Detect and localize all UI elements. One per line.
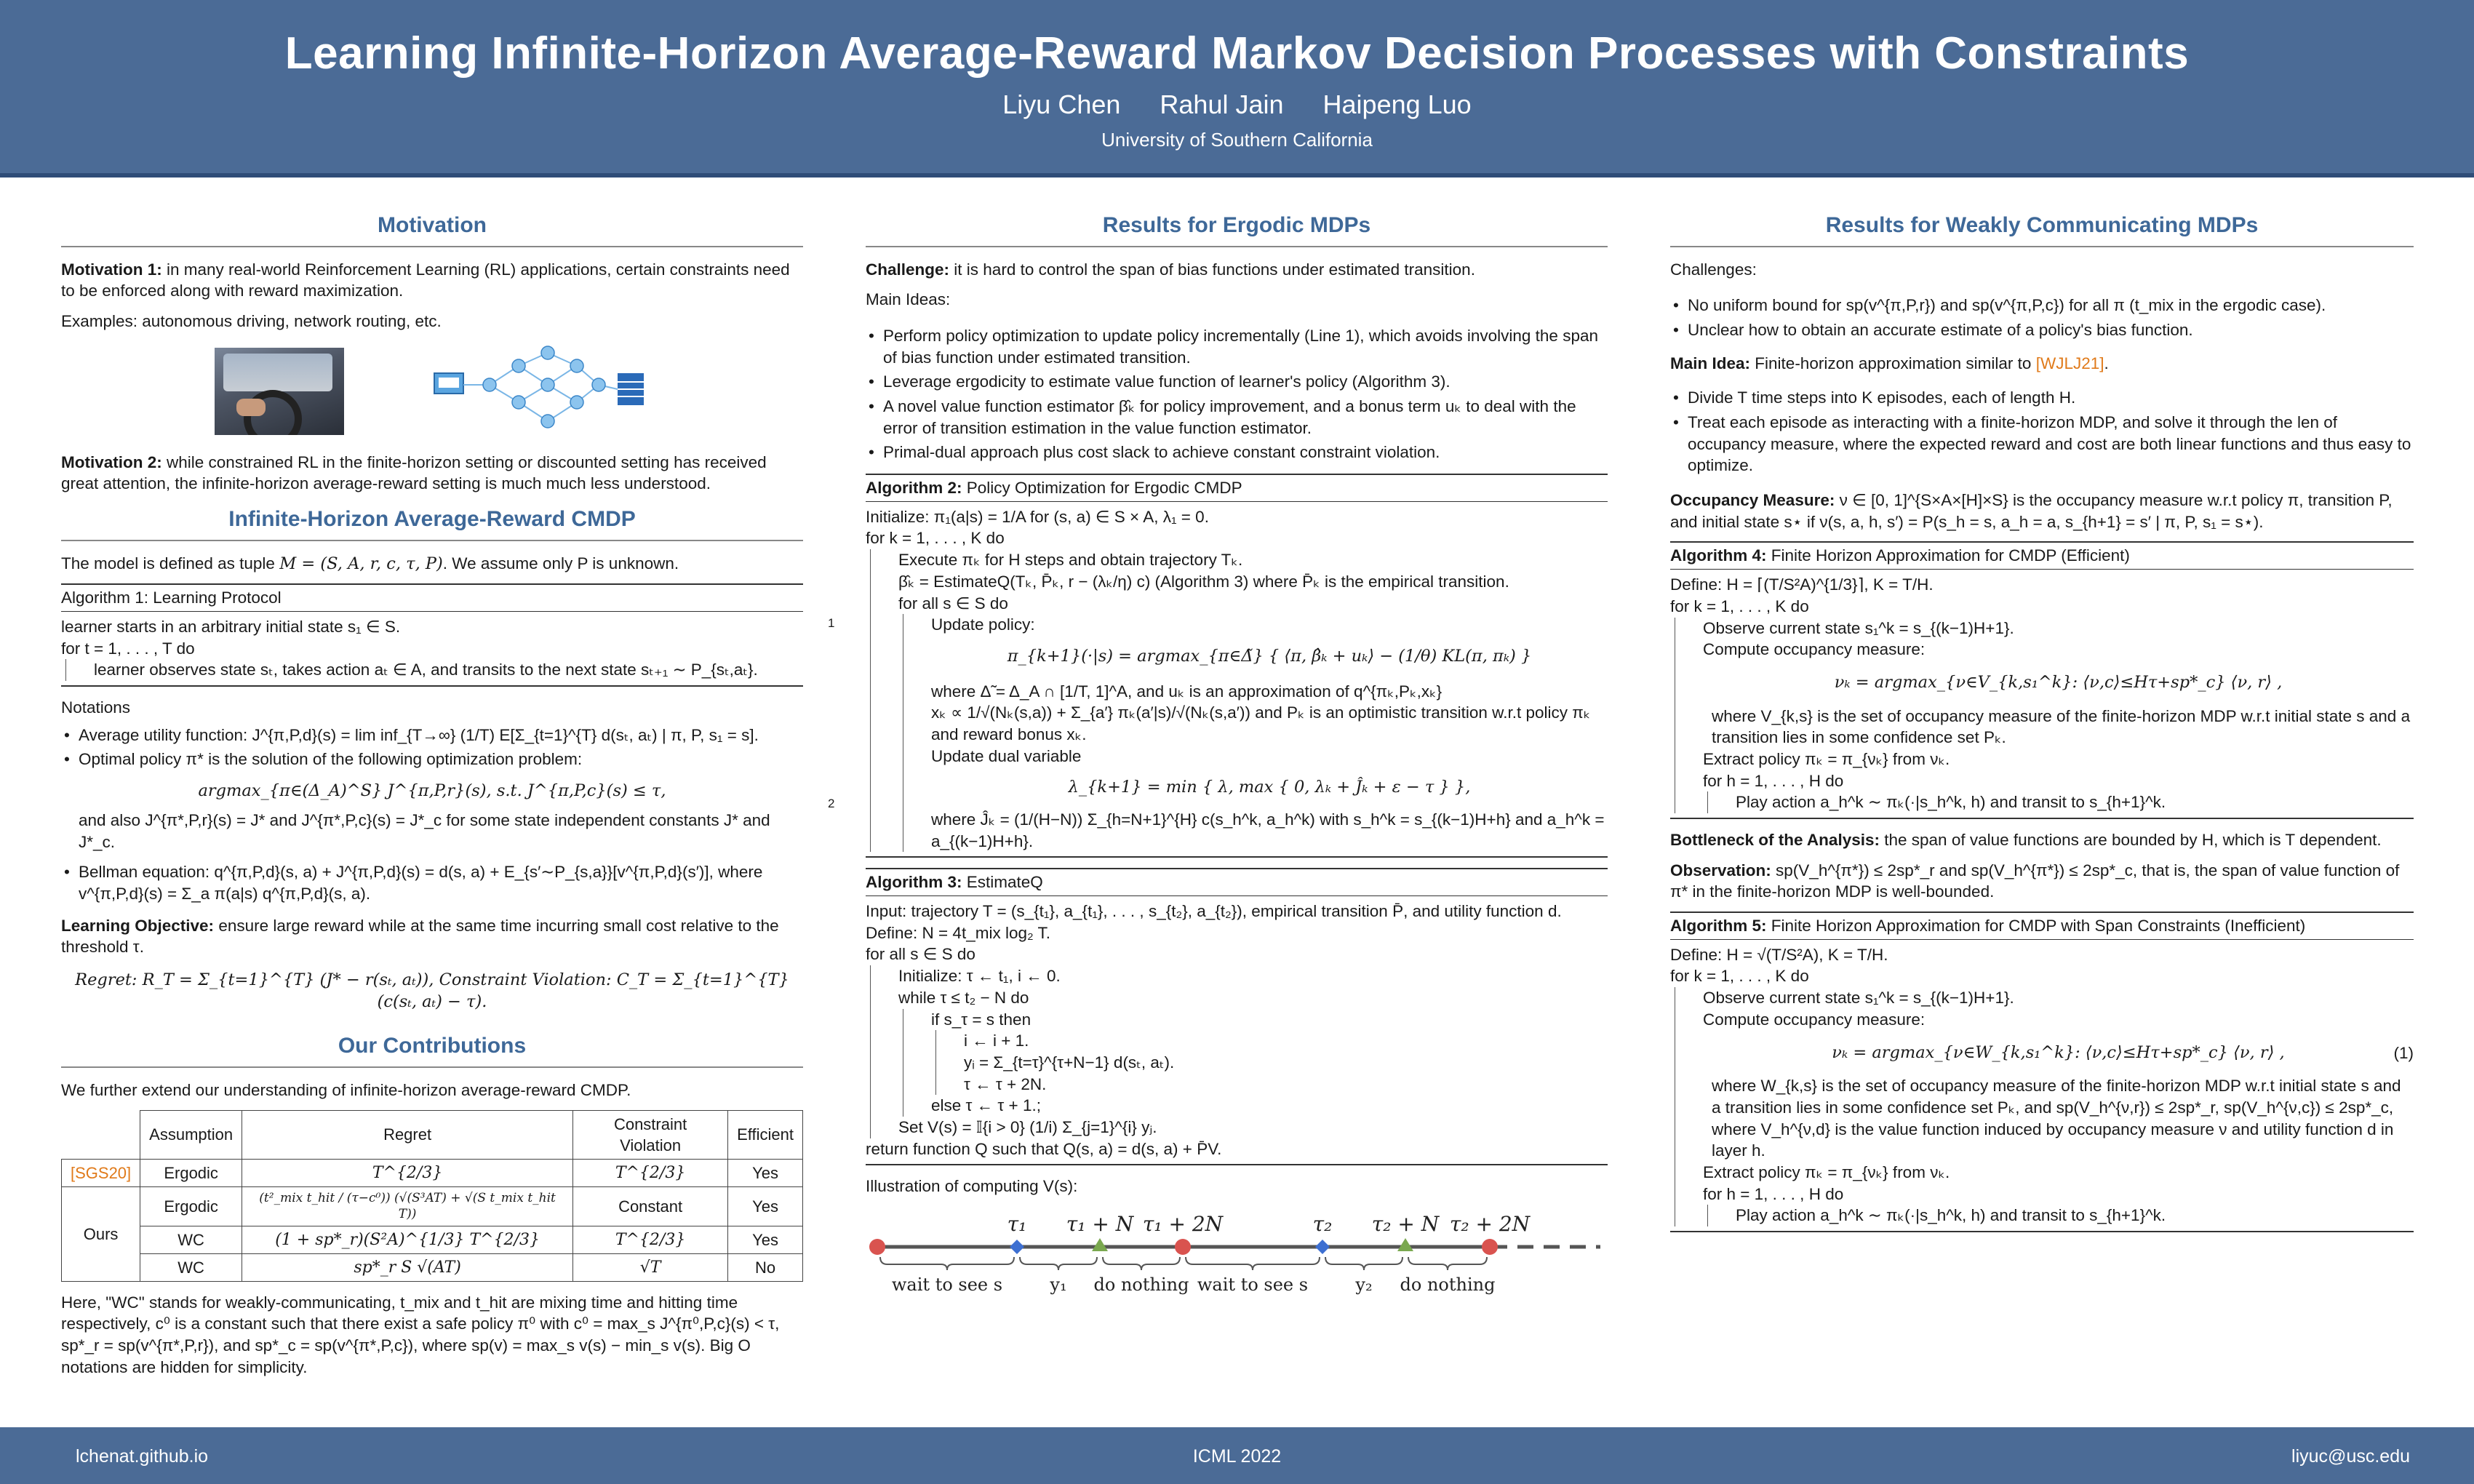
timeline-marker <box>869 1239 885 1255</box>
algorithm-2 <box>828 474 1608 858</box>
motivation-2 <box>61 452 803 495</box>
algo5-line: Observe current state s₁^k = s_{(k−1)H+1}. <box>1703 989 2014 1008</box>
examples-text: Examples: autonomous driving, network routing, etc. <box>61 311 442 330</box>
approach-list <box>1670 387 2414 476</box>
algo3-block <box>870 965 1608 1138</box>
algo5-line: Play action a_h^k ∼ πₖ(·|s_h^k, h) and transit to s_{h+1}^k. <box>1707 1205 2414 1226</box>
algo2-line: Update policy: <box>931 615 1035 634</box>
main-idea <box>1670 353 2414 375</box>
algorithm-4-name: Finite Horizon Approximation for CMDP (Efficient) <box>1771 546 2130 565</box>
algo3-while-block <box>903 1009 1608 1117</box>
algo2-block <box>828 549 1608 852</box>
table-row <box>62 1159 803 1186</box>
bellman-equation: • Bellman equation: q^{π,P,d}(s, a) + J^{π,P,d}(s) = d(s, a) + E_{s′∼P_{s,a}}[v^{π,P,d}(s′)], where v^{π,P,d}(s) = Σ_a π(a|s) q^{π,P,d}(s, a). <box>61 861 803 904</box>
column-right <box>1670 211 2414 1242</box>
algo5-line: for k = 1, . . . , K do <box>1670 967 1809 986</box>
timeline-bottom-label: y₂ <box>1355 1274 1373 1296</box>
table-header: Constraint Violation <box>573 1110 728 1159</box>
poster-header <box>0 0 2474 177</box>
algo5-line: Define: H = √(T/S²A), K = T/H. <box>1670 945 1888 964</box>
bottleneck <box>1670 829 2414 851</box>
line-number: 1 <box>828 616 835 631</box>
bellman-list <box>61 861 803 904</box>
timeline-marker <box>1092 1238 1108 1251</box>
algorithm-5 <box>1670 911 2414 1232</box>
timeline-marker <box>1397 1238 1413 1251</box>
table-corner <box>62 1110 140 1159</box>
learning-objective-text: ensure large reward while at the same time incurring small cost relative to the threshold τ. <box>61 916 779 957</box>
timeline-brace <box>880 1257 1014 1270</box>
bottleneck-text: the span of value functions are bounded by H, which is T dependent. <box>1884 831 2382 850</box>
algorithm-1-line: learner observes state sₜ, takes action aₜ ∈ A, and transits to the next state sₜ₊₁ ∼ P_{sₜ,aₜ}. <box>65 659 803 681</box>
table-cell: T^{2/3} <box>573 1159 728 1186</box>
timeline-brace <box>1186 1257 1320 1270</box>
challenge-text: it is hard to control the span of bias functions under estimated transition. <box>954 260 1475 279</box>
idea-item: • Leverage ergodicity to estimate value function of learner's policy (Algorithm 3). <box>866 371 1608 393</box>
timeline-bottom-label: wait to see s <box>1197 1274 1309 1296</box>
author-list <box>0 89 2474 120</box>
algo3-line: for all s ∈ S do <box>866 945 975 964</box>
windshield-shape <box>223 354 332 391</box>
algo2-line: Execute πₖ for H steps and obtain trajectory Tₖ. <box>898 551 1243 570</box>
challenge <box>866 259 1608 281</box>
table-row <box>62 1253 803 1281</box>
challenge-label: Challenge: <box>866 260 950 279</box>
table-cell: WC <box>140 1226 242 1253</box>
citation-link[interactable]: [WJLJ21] <box>2035 354 2104 372</box>
challenges-list <box>1670 295 2414 340</box>
algorithm-3-name: EstimateQ <box>966 873 1043 892</box>
occupancy-measure-text: ν ∈ [0, 1]^{S×A×[H]×S} is the occupancy measure w.r.t policy π, transition P, and initial state s⋆ if ν(s, a, h, s′) = P(s_h = s, a_h = a, s_{h+1} = s′ | π, P, s₁ = s⋆). <box>1670 491 2393 531</box>
equation-number: (1) <box>2393 1043 2414 1062</box>
challenge-item: • Unclear how to obtain an accurate estimate of a policy's bias function. <box>1670 319 2414 341</box>
occupancy-measure-label: Occupancy Measure: <box>1670 491 1835 510</box>
timeline-brace <box>1103 1257 1180 1270</box>
algorithm-4 <box>1670 541 2414 819</box>
table-cell: T^{2/3} <box>242 1159 573 1186</box>
algo3-line: i ← i + 1. <box>964 1032 1029 1050</box>
motivation-1-label: Motivation 1: <box>61 260 162 279</box>
algo3-line: yᵢ = Σ_{t=τ}^{τ+N−1} d(sₜ, aₜ). <box>964 1053 1175 1072</box>
algorithm-3-label: Algorithm 3: <box>866 873 962 892</box>
table-cell-group: [SGS20] <box>62 1159 140 1186</box>
learning-objective <box>61 915 803 958</box>
challenges-label: Challenges: <box>1670 260 1757 279</box>
timeline-top-label: τ₂ + N <box>1371 1212 1440 1237</box>
regret-definition-math: Regret: R_T = Σ_{t=1}^{T} (J* − r(sₜ, aₜ)), Constraint Violation: C_T = Σ_{t=1}^{T} (c(sₜ, aₜ) − τ). <box>75 970 789 1011</box>
motivation-images <box>61 344 803 439</box>
timeline-marker <box>1482 1239 1498 1255</box>
timeline-top-label: τ₁ <box>1007 1212 1027 1237</box>
algo4-block <box>1675 618 2414 814</box>
timeline-brace <box>1020 1257 1097 1270</box>
notations-list <box>61 725 803 770</box>
timeline-top-label: τ₂ + 2N <box>1449 1212 1531 1237</box>
timeline-marker <box>1010 1240 1024 1254</box>
table-header: Regret <box>242 1110 573 1159</box>
algo4-line: Play action a_h^k ∼ πₖ(·|s_h^k, h) and transit to s_{h+1}^k. <box>1707 791 2414 813</box>
line-number: 2 <box>828 797 835 811</box>
contributions-intro: We further extend our understanding of infinite-horizon average-reward CMDP. <box>61 1080 631 1099</box>
algo3-line: while τ ≤ t₂ − N do <box>898 988 1029 1007</box>
algo3-line: if s_τ = s then <box>931 1010 1032 1029</box>
table-cell: Ergodic <box>140 1159 242 1186</box>
algo4-line: for k = 1, . . . , K do <box>1670 597 1809 615</box>
algorithm-1-title: Algorithm 1: Learning Protocol <box>61 585 803 612</box>
algorithm-2-label: Algorithm 2: <box>866 479 962 498</box>
algo5-line: for h = 1, . . . , H do <box>1703 1184 1844 1203</box>
main-idea-text: Finite-horizon approximation similar to <box>1755 354 2036 372</box>
algorithm-1-line: learner starts in an arbitrary initial state s₁ ∈ S. <box>61 618 401 636</box>
algorithm-3 <box>866 868 1608 1165</box>
algo3-line: Initialize: τ ← t₁, i ← 0. <box>898 967 1061 986</box>
contributions-note: Here, "WC" stands for weakly-communicating, t_mix and t_hit are mixing time and hitting time respectively, c⁰ is a constant such that there exist a safe policy π⁰ with c⁰ = max_s J^{π⁰,P,c}(s) < τ, sp*_r = sp(v^{π*,P,r}), and sp*_c = sp(v^{π*,P,c}), where sp(v) = max_s v(s) − min_s v(s). Big O notations are hidden for simplicity. <box>61 1293 780 1376</box>
timeline-bottom-label: y₁ <box>1050 1274 1067 1296</box>
approach-item: • Divide T time steps into K episodes, each of length H. <box>1670 387 2414 409</box>
table-cell-group: Ours <box>62 1186 140 1281</box>
algorithm-4-label: Algorithm 4: <box>1670 546 1767 565</box>
timeline-top-label: τ₂ <box>1312 1212 1333 1237</box>
main-idea-label: Main Idea: <box>1670 354 1751 372</box>
idea-item: • A novel value function estimator β̂ₖ for policy improvement, and a bonus term uₖ to deal with the error of transition estimation in the value function estimator. <box>866 396 1608 439</box>
section-title-ergodic: Results for Ergodic MDPs <box>866 211 1608 247</box>
algo3-line: Set V(s) = 𝕀{i > 0} (1/i) Σ_{j=1}^{i} yⱼ. <box>898 1117 1157 1136</box>
model-post-text: . We assume only P is unknown. <box>442 554 679 573</box>
timeline-bottom-label: do nothing <box>1400 1274 1496 1296</box>
email-link[interactable]: liyuc@usc.edu <box>2291 1446 2410 1467</box>
optimal-constants-text: and also J^{π*,P,r}(s) = J* and J^{π*,P,c}(s) = J*_c for some state independent constants J* and J*_c. <box>79 810 770 851</box>
main-ideas-label: Main Ideas: <box>866 290 951 309</box>
algo4-line: Observe current state s₁^k = s_{(k−1)H+1}. <box>1703 618 2014 637</box>
span-constrained-optimization-math: νₖ = argmax_{ν∈W_{k,s₁^k}: ⟨ν,c⟩≤Hτ+sp*_c} ⟨ν, r⟩ , <box>1832 1042 2285 1062</box>
motivation-1-text: in many real-world Reinforcement Learning (RL) applications, certain constraints need to be enforced along with reward maximization. <box>61 260 790 300</box>
table-row <box>62 1186 803 1226</box>
algorithm-1-line: for t = 1, . . . , T do <box>61 639 195 658</box>
section-title-weakly-communicating: Results for Weakly Communicating MDPs <box>1670 211 2414 247</box>
timeline-brace <box>1325 1257 1402 1270</box>
algorithm-5-title <box>1670 913 2414 940</box>
table-cell: √T <box>573 1253 728 1281</box>
motivation-2-label: Motivation 2: <box>61 452 162 471</box>
algorithm-1 <box>61 583 803 687</box>
hand-shape <box>236 399 266 416</box>
observation <box>1670 860 2414 903</box>
column-left <box>61 211 803 1387</box>
policy-update-math: π_{k+1}(·|s) = argmax_{π∈Δ̃} { ⟨π, β̂ₖ + uₖ⟩ − (1/θ) KL(π, πₖ) } <box>1007 646 1532 666</box>
algo2-line: Initialize: π₁(a|s) = 1/A for (s, a) ∈ S × A, λ₁ = 0. <box>866 507 1209 526</box>
algo3-if-block <box>935 1030 1608 1095</box>
table-cell: Constant <box>573 1186 728 1226</box>
optimization-problem-math: argmax_{π∈(Δ_A)^S} J^{π,P,r}(s), s.t. J^{π,P,c}(s) ≤ τ, <box>198 781 666 801</box>
main-ideas-list <box>866 325 1608 463</box>
algo2-line: β̂ₖ = EstimateQ(Tₖ, P̄ₖ, r − (λₖ/η) c) (Algorithm 3) where P̄ₖ is the empirical transition. <box>898 572 1509 591</box>
algorithm-2-name: Policy Optimization for Ergodic CMDP <box>966 479 1242 498</box>
approach-item: • Treat each episode as interacting with a finite-horizon MDP, and solve it through the len of occupancy measure, where the expected reward and cost are both linear functions and thus easy to optimize. <box>1670 412 2414 476</box>
section-title-motivation: Motivation <box>61 211 803 247</box>
algo5-block <box>1675 987 2414 1226</box>
timeline-marker <box>1175 1239 1191 1255</box>
timeline-bottom-label: wait to see s <box>891 1274 1003 1296</box>
observation-text: sp(V_h^{π*}) ≤ 2sp*_r and sp(V_h^{π*}) ≤ 2sp*_c, that is, the span of value function of π* in the finite-horizon MDP is well-bounded. <box>1670 861 2400 901</box>
table-cell: No <box>728 1253 803 1281</box>
timeline-top-label: τ₁ + N <box>1066 1212 1134 1237</box>
algo5-line: Compute occupancy measure: <box>1703 1010 1926 1029</box>
algo4-line: Extract policy πₖ = π_{νₖ} from νₖ. <box>1703 749 1950 768</box>
model-tuple-math: M = (S, A, r, c, τ, P) <box>279 554 443 573</box>
model-definition <box>61 553 803 575</box>
table-header-row <box>62 1110 803 1159</box>
notation-item: • Optimal policy π* is the solution of the following optimization problem: <box>61 749 803 770</box>
author-name: Liyu Chen <box>1002 89 1121 119</box>
algorithm-2-title <box>866 475 1608 502</box>
notations-heading: Notations <box>61 698 131 717</box>
algo5-equation <box>1703 1042 2414 1064</box>
learning-objective-label: Learning Objective: <box>61 916 215 935</box>
algo2-line: xₖ ∝ 1/√(Nₖ(s,a)) + Σ_{a′} πₖ(a′|s)/√(Nₖ(s,a′)) and Pₖ is an optimistic transition w.r.t policy πₖ and reward bonus xₖ. <box>931 703 1591 743</box>
occupancy-measure <box>1670 490 2414 532</box>
algo2-line: where Δ̃ = Δ_A ∩ [1/T, 1]^A, and uₖ is an approximation of q^{πₖ,Pₖ,xₖ} <box>931 682 1442 701</box>
algo3-line: τ ← τ + 2N. <box>964 1074 1047 1093</box>
algo4-line: where V_{k,s} is the set of occupancy measure of the finite-horizon MDP w.r.t initial state s and a transition lies in some confidence set Pₖ. <box>1712 706 2411 747</box>
table-cell: WC <box>140 1253 242 1281</box>
bottleneck-label: Bottleneck of the Analysis: <box>1670 831 1880 850</box>
model-pre-text: The model is defined as tuple <box>61 554 280 573</box>
table-cell: (1 + sp*_r)(S²A)^{1/3} T^{2/3} <box>242 1226 573 1253</box>
table-header: Assumption <box>140 1110 242 1159</box>
algorithm-5-name: Finite Horizon Approximation for CMDP with Span Constraints (Inefficient) <box>1771 917 2306 936</box>
poster-title: Learning Infinite-Horizon Average-Reward Markov Decision Processes with Constraints <box>284 28 2190 79</box>
table-header: Efficient <box>728 1110 803 1159</box>
motivation-2-text: while constrained RL in the finite-horizon setting or discounted setting has received great attention, the infinite-horizon average-reward setting is much much less understood. <box>61 452 767 493</box>
motivation-1 <box>61 259 803 302</box>
dual-update-math: λ_{k+1} = min { λ, max { 0, λₖ + Ĵₖ + ε − τ } }, <box>1068 778 1471 797</box>
table-cell: Yes <box>728 1226 803 1253</box>
idea-item: • Perform policy optimization to update policy incrementally (Line 1), which avoids involving the span of bias function under estimated transition. <box>866 325 1608 368</box>
main-idea-end: . <box>2104 354 2109 372</box>
poster-footer <box>0 1427 2474 1484</box>
author-name: Rahul Jain <box>1160 89 1284 119</box>
table-cell: (t²_mix t_hit / (τ−c⁰)) (√(S³AT) + √(S t_mix t_hit T)) <box>242 1186 573 1226</box>
illustration-label: Illustration of computing V(s): <box>866 1177 1078 1196</box>
algo4-line: for h = 1, . . . , H do <box>1703 771 1844 790</box>
table-cell: Ergodic <box>140 1186 242 1226</box>
algo2-line: Update dual variable <box>931 746 1082 765</box>
algo3-line: Define: N = 4t_mix log₂ T. <box>866 923 1051 942</box>
algo4-line: Define: H = ⌈(T/S²A)^{1/3}⌉, K = T/H. <box>1670 575 1934 594</box>
algo2-line: for all s ∈ S do <box>898 594 1008 613</box>
author-name: Haipeng Luo <box>1322 89 1472 119</box>
affiliation: University of Southern California <box>1101 129 1373 151</box>
column-middle <box>828 211 1608 1311</box>
table-cell: sp*_r S √(AT) <box>242 1253 573 1281</box>
algo2-line: where Ĵₖ = (1/(H−N)) Σ_{h=N+1}^{H} c(s_h^k, a_h^k) with s_h^k = s_{(k−1)H+h} and a_h^k = a_{(k−1)H+h}. <box>931 810 1605 850</box>
timeline-marker <box>1315 1240 1330 1254</box>
timeline-top-label: τ₁ + 2N <box>1142 1212 1224 1237</box>
website-link[interactable]: lchenat.github.io <box>76 1446 209 1467</box>
conference-name: ICML 2022 <box>1192 1446 1282 1467</box>
results-table <box>61 1110 803 1282</box>
table-cell: T^{2/3} <box>573 1226 728 1253</box>
algo3-line: return function Q such that Q(s, a) = d(s, a) + P̄V. <box>866 1139 1222 1158</box>
notation-item: • Average utility function: J^{π,P,d}(s) = lim inf_{T→∞} (1/T) E[Σ_{t=1}^{T} d(sₜ, aₜ) | π, P, s₁ = s]. <box>61 725 803 746</box>
algo5-line: where W_{k,s} is the set of occupancy measure of the finite-horizon MDP w.r.t initial state s and a transition lies in some confidence set Pₖ, and sp(V_h^{ν,r}) ≤ 2sp*_r, sp(V_h^{ν,c}) ≤ 2sp*_c, where V_h^{ν,d} is the value function induced by occupancy measure ν and utility function d in layer h. <box>1712 1077 2401 1160</box>
algo2-line: for k = 1, . . . , K do <box>866 529 1005 548</box>
observation-label: Observation: <box>1670 861 1771 879</box>
section-title-cmdp: Infinite-Horizon Average-Reward CMDP <box>61 505 803 541</box>
algo4-line: Compute occupancy measure: <box>1703 640 1926 659</box>
challenge-item: • No uniform bound for sp(v^{π,P,r}) and sp(v^{π,P,c}) for all π (t_mix in the ergodic case). <box>1670 295 2414 316</box>
table-row <box>62 1226 803 1253</box>
table-cell: Yes <box>728 1159 803 1186</box>
algo3-line: Input: trajectory T = (s_{t₁}, a_{t₁}, . . . , s_{t₂}, a_{t₂}), empirical transition P̄, and utility function d. <box>866 902 1562 921</box>
algo5-line: Extract policy πₖ = π_{νₖ} from νₖ. <box>1703 1162 1950 1181</box>
algo3-line: else τ ← τ + 1.; <box>931 1096 1041 1115</box>
timeline-bottom-label: do nothing <box>1093 1274 1189 1296</box>
algorithm-5-label: Algorithm 5: <box>1670 917 1767 936</box>
network-diagram-icon <box>431 344 650 439</box>
timeline-brace <box>1408 1257 1487 1270</box>
algo2-inner-block <box>828 614 1608 852</box>
driving-photo <box>215 348 344 435</box>
algorithm-3-title <box>866 869 1608 896</box>
timeline-illustration <box>866 1210 1608 1305</box>
occupancy-optimization-math: νₖ = argmax_{ν∈V_{k,s₁^k}: ⟨ν,c⟩≤Hτ+sp*_c} ⟨ν, r⟩ , <box>1834 672 2283 692</box>
table-cell: Yes <box>728 1186 803 1226</box>
idea-item: • Primal-dual approach plus cost slack to achieve constant constraint violation. <box>866 442 1608 463</box>
algorithm-4-title <box>1670 543 2414 570</box>
section-title-contributions: Our Contributions <box>61 1032 803 1068</box>
